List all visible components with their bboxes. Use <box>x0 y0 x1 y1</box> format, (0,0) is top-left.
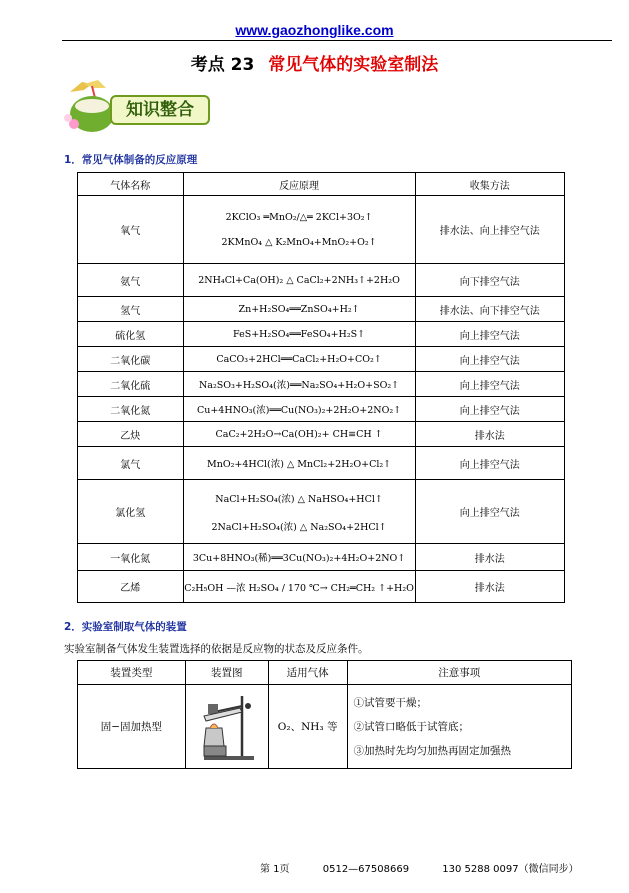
page-title <box>0 50 629 75</box>
table-row <box>78 322 565 347</box>
collect-method: 向上排空气法 <box>415 372 564 397</box>
note-item: ①试管要干燥； <box>353 696 428 709</box>
reaction: 2NH₄Cl+Ca(OH)₂ △ CaCl₂+2NH₃↑+2H₂O <box>183 264 415 297</box>
collect-method: 排水法、向下排空气法 <box>415 297 564 322</box>
collect-method: 排水法、向上排空气法 <box>415 196 564 264</box>
note-item: ②试管口略低于试管底； <box>353 720 470 733</box>
col-header: 装置类型 <box>78 661 186 685</box>
apparatus-figure <box>185 685 268 769</box>
table-header-row <box>78 173 565 196</box>
reaction: 3Cu+8HNO₃(稀)══3Cu(NO₃)₂+4H₂O+2NO↑ <box>183 544 415 571</box>
reaction: Cu+4HNO₃(浓)══Cu(NO₃)₂+2H₂O+2NO₂↑ <box>183 397 415 422</box>
knowledge-badge <box>62 80 214 136</box>
section-1-title: 1．常见气体制备的反应原理 <box>64 154 198 166</box>
section-2-intro: 实验室制备气体发生装置选择的依据是反应物的状态及反应条件。 <box>64 643 369 655</box>
reaction: 2KClO₃ ═MnO₂/△═ 2KCl+3O₂↑ <box>225 211 373 223</box>
page-number: 第 1页 <box>260 864 290 875</box>
apparatus-table <box>77 660 572 769</box>
table-row <box>78 196 565 264</box>
gas-name: 氢气 <box>78 297 184 322</box>
reaction: NaCl+H₂SO₄(浓) △ NaHSO₄+HCl↑ <box>215 493 383 505</box>
apparatus-diagram <box>192 688 262 762</box>
collect-method: 排水法 <box>415 544 564 571</box>
reaction: Zn+H₂SO₄══ZnSO₄+H₂↑ <box>183 297 415 322</box>
gas-name: 二氧化碳 <box>78 347 184 372</box>
col-header: 装置图 <box>185 661 268 685</box>
gas-name: 硫化氢 <box>78 322 184 347</box>
table-row <box>78 347 565 372</box>
col-header: 气体名称 <box>78 173 184 196</box>
gas-name: 氨气 <box>78 264 184 297</box>
collect-method: 排水法 <box>415 571 564 603</box>
gas-name: 氯气 <box>78 447 184 480</box>
topic-code: 考点 23 <box>190 55 255 75</box>
gas-name: 乙烯 <box>78 571 184 603</box>
note-item: ③加热时先均匀加热再固定加强热 <box>353 744 512 757</box>
table-row <box>78 397 565 422</box>
gas-name: 氯化氢 <box>78 480 184 544</box>
reaction-cell <box>183 480 415 544</box>
apparatus-type: 固−固加热型 <box>78 685 186 769</box>
section-2-title: 2．实验室制取气体的装置 <box>64 621 187 633</box>
table-row <box>78 264 565 297</box>
site-url[interactable]: www.gaozhonglike.com <box>235 22 394 38</box>
reaction: CaCO₃+2HCl══CaCl₂+H₂O+CO₂↑ <box>183 347 415 372</box>
collect-method: 向上排空气法 <box>415 322 564 347</box>
page-footer <box>260 860 579 875</box>
gas-name: 二氧化硫 <box>78 372 184 397</box>
collect-method: 向下排空气法 <box>415 264 564 297</box>
table-row <box>78 447 565 480</box>
table-row <box>78 297 565 322</box>
reaction: Na₂SO₃+H₂SO₄(浓)══Na₂SO₄+H₂O+SO₂↑ <box>183 372 415 397</box>
gas-name: 二氧化氮 <box>78 397 184 422</box>
reaction: 2KMnO₄ △ K₂MnO₄+MnO₂+O₂↑ <box>221 236 377 248</box>
collect-method: 向上排空气法 <box>415 447 564 480</box>
table-row <box>78 544 565 571</box>
phone-number: 0512—67508669 <box>322 864 410 875</box>
mobile-number: 130 5288 0097（微信同步） <box>442 864 579 875</box>
col-header: 注意事项 <box>347 661 571 685</box>
gas-name: 乙炔 <box>78 422 184 447</box>
reaction-cell <box>183 196 415 264</box>
badge-label: 知识整合 <box>110 95 210 125</box>
applicable-gases: O₂、NH₃ 等 <box>268 685 347 769</box>
gas-name: 一氧化氮 <box>78 544 184 571</box>
collect-method: 向上排空气法 <box>415 480 564 544</box>
header-rule <box>62 40 612 41</box>
table-header-row <box>78 661 572 685</box>
topic-title: 常见气体的实验室制法 <box>268 55 439 75</box>
collect-method: 向上排空气法 <box>415 347 564 372</box>
reaction: CaC₂+2H₂O→Ca(OH)₂+ CH≡CH ↑ <box>183 422 415 447</box>
col-header: 收集方法 <box>415 173 564 196</box>
reaction: C₂H₅OH —浓 H₂SO₄ / 170 ℃→ CH₂═CH₂ ↑+H₂O <box>183 571 415 603</box>
reaction: MnO₂+4HCl(浓) △ MnCl₂+2H₂O+Cl₂↑ <box>183 447 415 480</box>
gas-name: 氧气 <box>78 196 184 264</box>
collect-method: 排水法 <box>415 422 564 447</box>
table-row <box>78 685 572 769</box>
col-header: 反应原理 <box>183 173 415 196</box>
collect-method: 向上排空气法 <box>415 397 564 422</box>
col-header: 适用气体 <box>268 661 347 685</box>
reaction: FeS+H₂SO₄══FeSO₄+H₂S↑ <box>183 322 415 347</box>
table-row <box>78 480 565 544</box>
table-row <box>78 571 565 603</box>
reaction: 2NaCl+H₂SO₄(浓) △ Na₂SO₄+2HCl↑ <box>211 521 387 533</box>
table-row <box>78 372 565 397</box>
notes-cell <box>347 685 571 769</box>
reaction-table <box>77 172 565 603</box>
table-row <box>78 422 565 447</box>
